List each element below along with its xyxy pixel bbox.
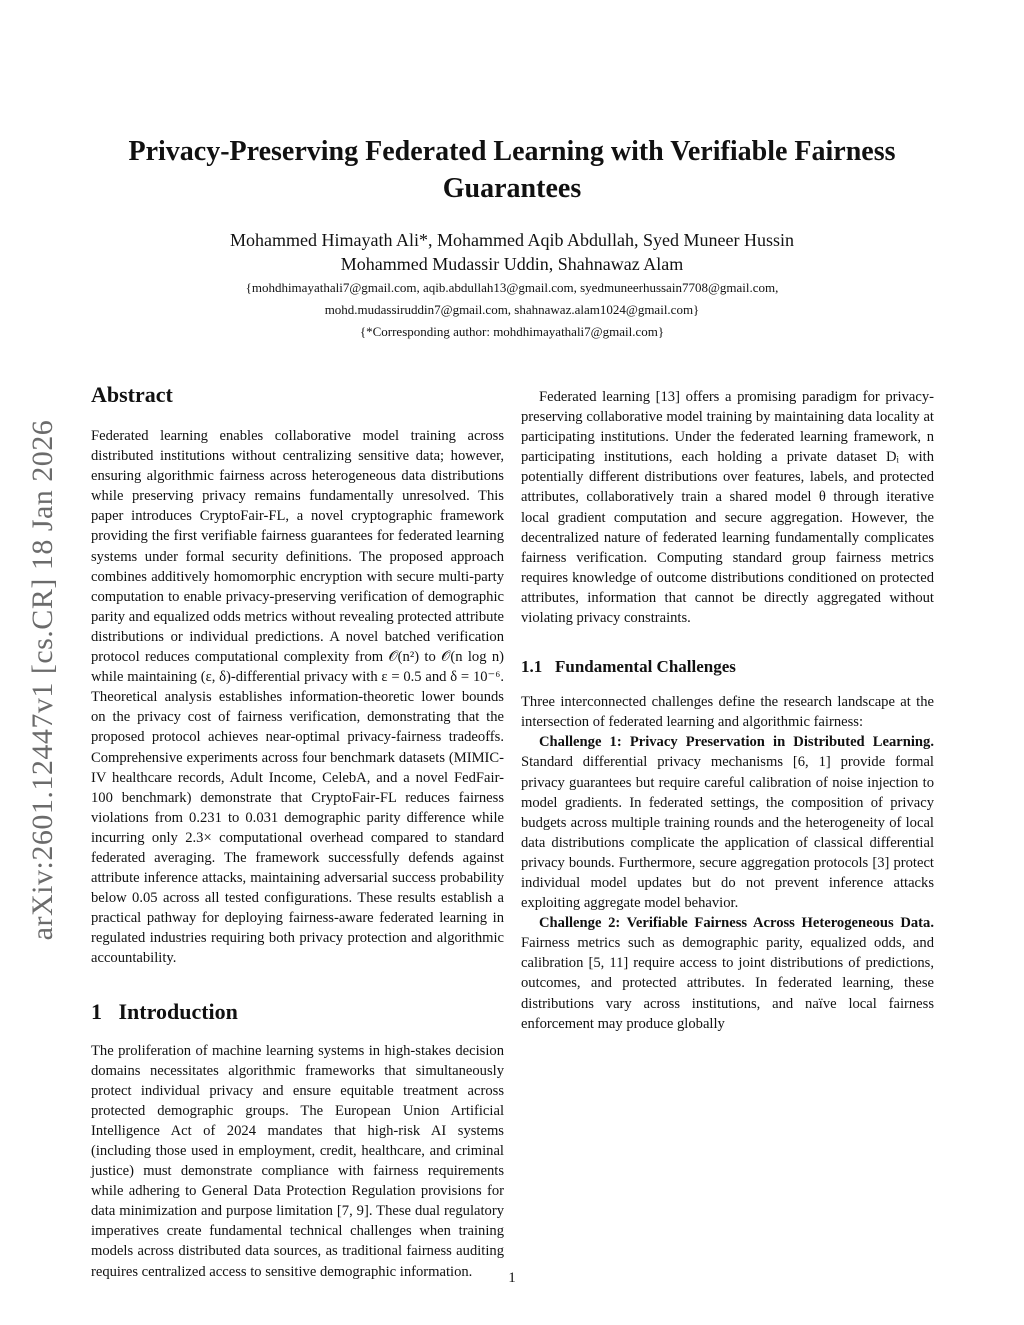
right-column bbox=[521, 387, 934, 1034]
challenge-1 bbox=[521, 732, 934, 913]
author-line-1: Mohammed Himayath Ali*, Mohammed Aqib Abdullah, Syed Muneer Hussin bbox=[230, 230, 794, 250]
abstract-text: Federated learning enables collaborative model training across distributed institutions without centralizing sensitive data; however, ensuring algorithmic fairness across heterogeneous data distributions while preserving privacy remains fundamentally unresolved. This paper introduces CryptoFair-FL, a novel cryptographic framework providing the first verifiable fairness guarantees for federated learning systems under formal security definitions. The proposed approach combines additively homomorphic encryption with secure multi-party computation to enable privacy-preserving verification of demographic parity and equalized odds metrics without revealing protected attribute distributions or individual predictions. A novel batched verification protocol reduces computational complexity from 𝒪(n²) to 𝒪(n log n) while maintaining (ε, δ)-differential privacy with ε = 0.5 and δ = 10⁻⁶. Theoretical analysis establishes information-theoretic lower bounds on the privacy cost of fairness verification, demonstrating that the proposed protocol achieves near-optimal privacy-fairness tradeoffs. Comprehensive experiments across four benchmark datasets (MIMIC-IV healthcare records, Adult Income, CelebA, and a novel FedFair-100 benchmark) demonstrate that CryptoFair-FL reduces fairness violations from 0.231 to 0.031 demographic parity difference while incurring only 2.3× computational overhead compared to standard federated averaging. The framework successfully defends against attribute inference attacks, maintaining adversarial success probability below 0.05 across all tested configurations. These results establish a practical pathway for deploying fairness-aware federated learning in regulated industries requiring both privacy protection and algorithmic accountability. bbox=[91, 428, 504, 967]
intro-paragraph-1: The proliferation of machine learning systems in high-stakes decision domains necessitates algorithmic frameworks that simultaneously protect individual privacy and ensure equitable treatment across protected demographic groups. The European Union Artificial Intelligence Act of 2024 mandates that high-risk AI systems (including those used in employment, credit, healthcare, and criminal justice) must demonstrate compliance with fairness requirements while adhering to General Data Protection Regulation provisions for data minimization and purpose limitation [7, 9]. These dual regulatory imperatives create fundamental technical challenges when training models across distributed data sources, as traditional fairness auditing requires centralized access to sensitive demographic information. bbox=[91, 1042, 504, 1280]
challenge-2 bbox=[521, 913, 934, 1034]
page-number: 1 bbox=[508, 1270, 516, 1286]
author-line-2: Mohammed Mudassir Uddin, Shahnawaz Alam bbox=[340, 254, 684, 274]
challenge-2-title: Challenge 2: Verifiable Fairness Across Heterogeneous Data. bbox=[539, 915, 934, 932]
introduction-heading bbox=[91, 999, 504, 1025]
intro-paragraph-2: Federated learning [13] offers a promising paradigm for privacy-preserving collaborative model training by maintaining data locality at participating institutions. Under the federated learning framework, n participating institutions, each holding a private dataset Dᵢ with potentially different distributions over features, labels, and protected attributes, collaboratively train a shared model θ through iterative local gradient computation and secure aggregation. However, the decentralized nature of federated learning fundamentally complicates fairness verification. Computing standard group fairness metrics requires knowledge of outcome distributions conditioned on protected attributes, information that cannot be directly aggregated without violating privacy constraints. bbox=[521, 389, 934, 627]
challenge-1-text: Standard differential privacy mechanisms [6, 1] provide formal privacy guarantees but require careful calibration of noise injection to model gradients. In federated settings, the composition of privacy budgets across multiple training rounds and the heterogeneity of local data distributions complicate the application of classical differential privacy bounds. Furthermore, secure aggregation protocols [3] protect individual model updates but do not prevent inference attacks exploiting aggregate model behavior. bbox=[521, 754, 934, 912]
section-number: 1 bbox=[91, 998, 102, 1024]
corresponding-author: {*Corresponding author: mohdhimayathali7@gmail.com} bbox=[359, 324, 665, 339]
subsection-heading bbox=[521, 656, 934, 678]
abstract-heading: Abstract bbox=[91, 382, 173, 407]
email-block bbox=[100, 277, 924, 343]
arxiv-identifier: arXiv:2601.12447v1 [cs.CR] 18 Jan 2026 bbox=[26, 419, 59, 941]
subsection-number: 1.1 bbox=[521, 657, 543, 677]
subsection-intro: Three interconnected challenges define the research landscape at the intersection of federated learning and algorithmic fairness: bbox=[521, 694, 934, 731]
challenge-2-text: Fairness metrics such as demographic parity, equalized odds, and calibration [5, 11] require access to joint distributions of predictions, outcomes, and protected attributes. In federated learning, these distributions vary across institutions, and naïve local fairness enforcement may produce globally bbox=[521, 935, 934, 1032]
email-line-2: mohd.mudassiruddin7@gmail.com, shahnawaz.alam1024@gmail.com} bbox=[324, 302, 700, 317]
challenge-1-title: Challenge 1: Privacy Preservation in Distributed Learning. bbox=[539, 734, 934, 751]
paper-title: Privacy-Preserving Federated Learning with Verifiable Fairness Guarantees bbox=[128, 136, 896, 204]
author-block bbox=[100, 228, 924, 276]
email-line-1: {mohdhimayathali7@gmail.com, aqib.abdullah13@gmail.com, syedmuneerhussain7708@gmail.com, bbox=[245, 280, 779, 295]
section-title: Introduction bbox=[118, 998, 238, 1024]
subsection-title: Fundamental Challenges bbox=[555, 657, 736, 677]
arxiv-sidebar bbox=[24, 375, 62, 985]
left-column bbox=[91, 382, 504, 1282]
